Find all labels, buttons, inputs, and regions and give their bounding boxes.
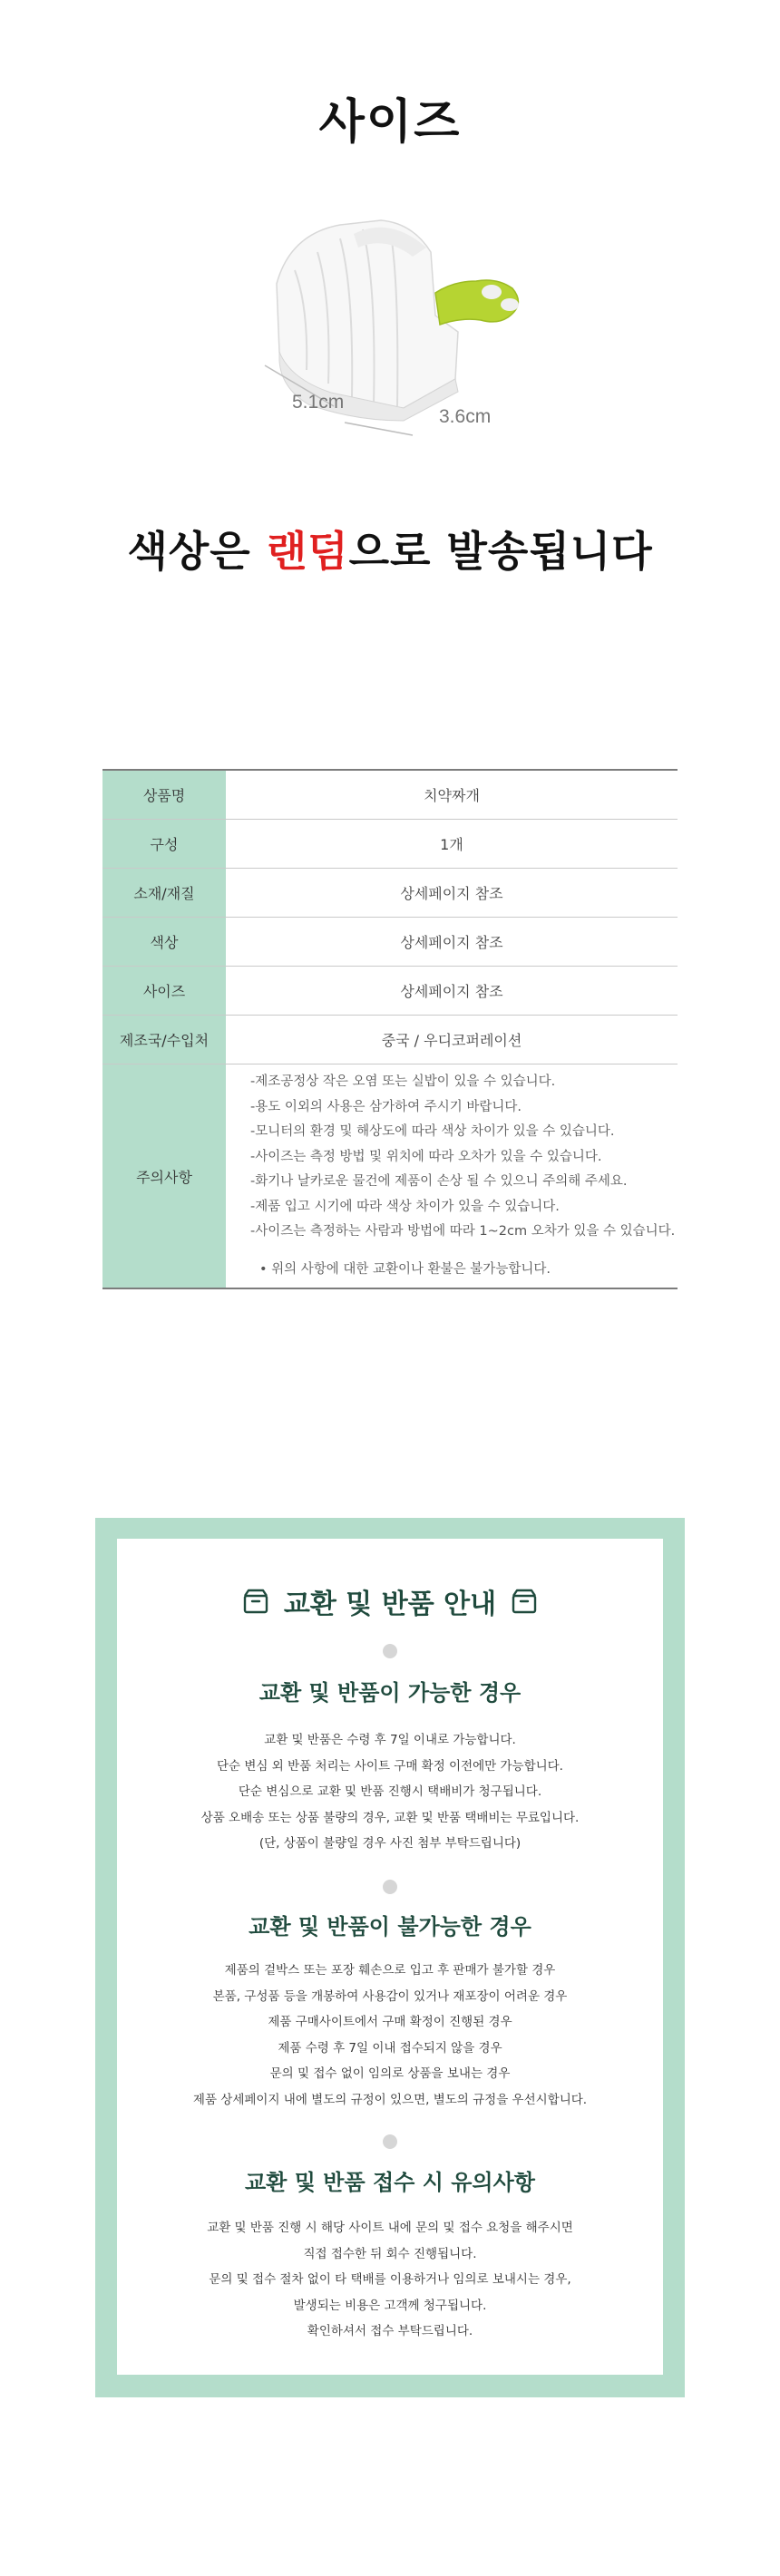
dot-separator: [383, 1644, 397, 1658]
package-box-icon: [242, 1588, 269, 1615]
section-line: 제품 수령 후 7일 이내 접수되지 않을 경우: [278, 2040, 502, 2056]
spec-row: [102, 967, 678, 1016]
exchange-header: [117, 1581, 663, 1621]
spec-row: [102, 770, 678, 820]
spec-label: 구성: [102, 820, 226, 869]
section-line: 직접 접수한 뒤 회수 진행됩니다.: [303, 2246, 477, 2261]
section-line: 교환 및 반품 진행 시 해당 사이트 내에 문의 및 접수 요청을 해주시면: [207, 2221, 573, 2235]
section-body-not-returnable: [117, 1958, 663, 2113]
dot-separator: [383, 1880, 397, 1894]
spec-value: 치약짜개: [424, 787, 480, 804]
spec-label: 색상: [102, 918, 226, 967]
no-refund-note: • 위의 사항에 대한 교환이나 환불은 불가능합니다.: [259, 1261, 551, 1277]
spec-value: 상세페이지 참조: [400, 934, 503, 951]
section-line: 단순 변심으로 교환 및 반품 진행시 택배비가 청구됩니다.: [238, 1784, 542, 1799]
spec-row-notes: [102, 1064, 678, 1289]
exchange-return-content: [117, 1539, 663, 2375]
color-note-suffix: 으로 발송됩니다: [348, 527, 653, 576]
random-color-notice: [0, 519, 780, 578]
section-title-return-notice: 교환 및 반품 접수 시 유의사항: [245, 2170, 535, 2195]
section-line: 문의 및 접수 없이 임의로 상품을 보내는 경우: [269, 2066, 511, 2081]
spec-label: 제조국/수입처: [102, 1016, 226, 1064]
section-line: 제품 구매사이트에서 구매 확정이 진행된 경우: [268, 2015, 512, 2029]
spec-label: 소재/재질: [102, 869, 226, 918]
spec-value: 중국 / 우디코퍼레이션: [381, 1032, 522, 1049]
spec-value: 상세페이지 참조: [400, 983, 503, 1000]
section-title-not-returnable: 교환 및 반품이 불가능한 경우: [249, 1914, 531, 1939]
size-section-title: 사이즈: [318, 95, 462, 150]
spec-row: [102, 1016, 678, 1064]
section-line: (단, 상품이 불량일 경우 사진 첨부 부탁드립니다): [258, 1836, 522, 1851]
section-title-returnable: 교환 및 반품이 가능한 경우: [258, 1680, 522, 1706]
spec-row: [102, 918, 678, 967]
section-line: 문의 및 접수 절차 없이 타 택배를 이용하거나 임의로 보내시는 경우,: [209, 2272, 571, 2287]
section-line: 교환 및 반품은 수령 후 7일 이내로 가능합니다.: [264, 1733, 516, 1747]
notes-label: 주의사항: [102, 1064, 226, 1289]
section-line: 제품의 겉박스 또는 포장 훼손으로 입고 후 판매가 불가할 경우: [224, 1963, 556, 1978]
note-line: -화기나 날카로운 물건에 제품이 손상 될 수 있으니 주의해 주세요.: [250, 1174, 628, 1189]
spec-value: 1개: [440, 836, 463, 853]
spec-value: 상세페이지 참조: [400, 885, 503, 902]
section-line: 제품 상세페이지 내에 별도의 규정이 있으면, 별도의 규정을 우선시합니다.: [192, 2092, 588, 2107]
section-line: 발생되는 비용은 고객께 청구됩니다.: [293, 2298, 487, 2313]
spec-label: 상품명: [102, 770, 226, 820]
color-note-prefix: 색상은: [127, 527, 267, 576]
width-dimension-label: 5.1cm: [292, 392, 345, 413]
color-note-accent: 랜덤: [266, 527, 349, 576]
depth-dimension-label: 3.6cm: [439, 406, 492, 427]
section-body-returnable: [117, 1727, 663, 1857]
note-line: -제품 입고 시기에 따라 색상 차이가 있을 수 있습니다.: [250, 1199, 560, 1214]
exchange-return-panel: [95, 1518, 685, 2397]
exchange-title: 교환 및 반품 안내: [283, 1589, 497, 1620]
dot-separator: [383, 2134, 397, 2149]
note-line: -제조공정상 작은 오염 또는 실밥이 있을 수 있습니다.: [250, 1074, 556, 1089]
package-box-icon: [511, 1588, 538, 1615]
spec-label: 사이즈: [102, 967, 226, 1016]
notes-cell: [226, 1064, 678, 1289]
section-line: 단순 변심 외 반품 처리는 사이트 구매 확정 이전에만 가능합니다.: [217, 1758, 563, 1774]
note-line: -사이즈는 측정 방법 및 위치에 따라 오차가 있을 수 있습니다.: [250, 1149, 602, 1164]
product-spec-table: [102, 769, 678, 1289]
spec-row: [102, 869, 678, 918]
note-line: -사이즈는 측정하는 사람과 방법에 따라 1~2cm 오차가 있을 수 있습니다.: [250, 1224, 676, 1239]
section-line: 상품 오배송 또는 상품 불량의 경우, 교환 및 반품 택배비는 무료입니다.: [200, 1810, 580, 1825]
spec-row: [102, 820, 678, 869]
section-body-return-notice: [117, 2215, 663, 2345]
note-line: -용도 이외의 사용은 삼가하여 주시기 바랍니다.: [250, 1099, 522, 1114]
section-line: 본품, 구성품 등을 개봉하여 사용감이 있거나 재포장이 어려운 경우: [212, 1988, 568, 2004]
section-line: 확인하셔서 접수 부탁드립니다.: [307, 2324, 473, 2338]
note-line: -모니터의 환경 및 해상도에 따라 색상 차이가 있을 수 있습니다.: [250, 1124, 615, 1139]
